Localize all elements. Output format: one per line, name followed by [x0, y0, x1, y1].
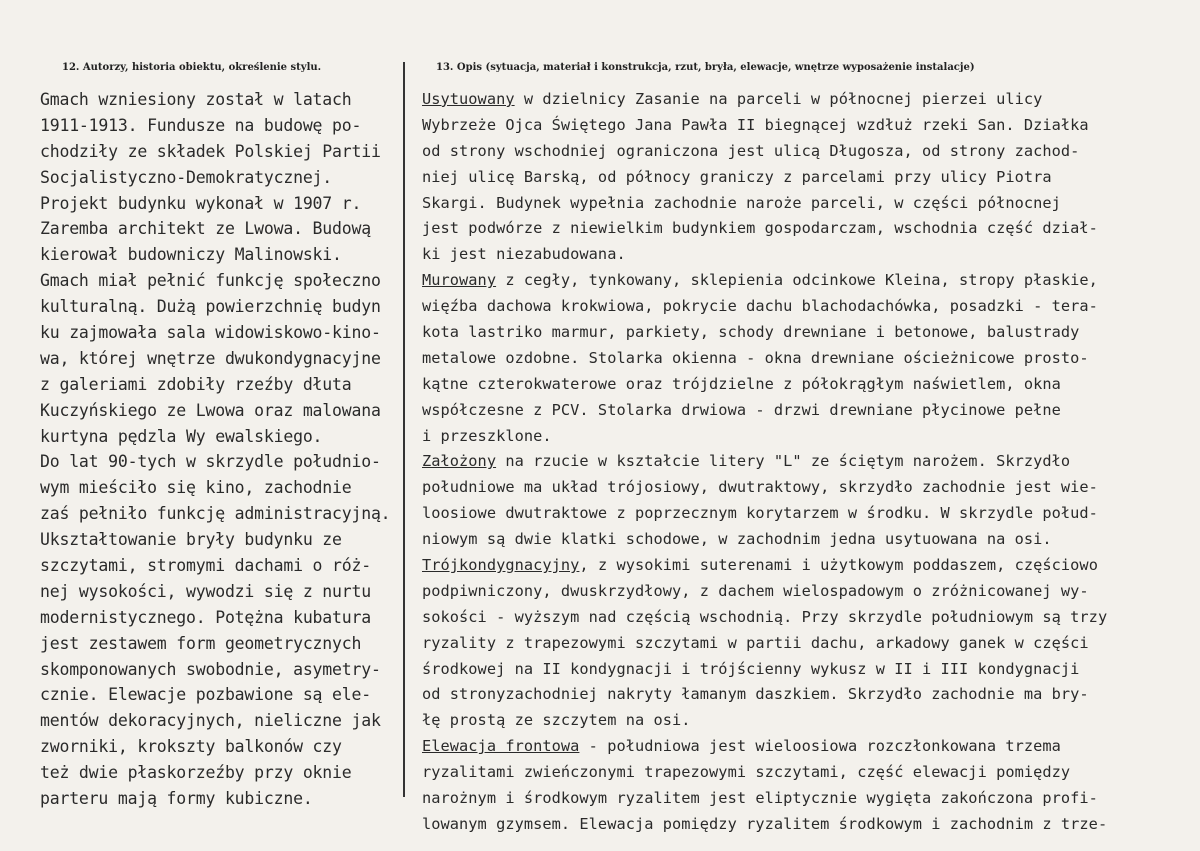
history-text-line: kierował budowniczy Malinowski. [40, 245, 342, 265]
line-text: kota lastriko marmur, parkiety, schody drewniane i betonowe, balustrady [422, 323, 1080, 342]
line-text: środkowej na II kondygnacji i trójścienny wykusz w II i III kondygnacji [422, 659, 1080, 678]
column-divider [403, 62, 405, 797]
history-text-line: wym mieściło się kino, zachodnie [40, 478, 352, 498]
description-text-column [422, 87, 1187, 838]
line-text: w dzielnicy Zasanie na parceli w północnej pierzei ulicy [514, 90, 1043, 108]
description-text-line [422, 708, 1187, 734]
line-text: współczesne z PCV. Stolarka drwiowa - drzwi drewniane płycinowe pełne [422, 400, 1061, 419]
underlined-keyword: Murowany [422, 271, 497, 290]
history-text-line: jest zestawem form geometrycznych [40, 633, 362, 653]
line-text: Wybrzeże Ojca Świętego Jana Pawła II biegnącej wzdłuż rzeki San. Działka [422, 115, 1089, 134]
description-text-line [422, 760, 1187, 786]
history-text-line: ku zajmowała sala widowiskowo-kino- [40, 323, 381, 343]
line-text: na rzucie w kształcie litery "L" ze ściętym narożem. Skrzydło [496, 452, 1071, 471]
history-text-line: parteru mają formy kubiczne. [40, 789, 313, 809]
line-text: ryzality z trapezowymi szczytami w partii dachu, arkadowy ganek w części [422, 633, 1089, 652]
description-text-line [422, 165, 1187, 191]
history-text-line: Gmach wzniesiony został w latach [40, 90, 352, 109]
line-text: lowanym gzymsem. Elewacja pomiędzy ryzalitem środkowym i zachodnim z trze- [422, 814, 1108, 833]
section-13-heading: 13. Opis (sytuacja, materiał i konstrukcja, rzut, bryła, elewacje, wnętrze wyposażenie instalacje) [436, 62, 975, 73]
description-text-line [422, 424, 1187, 450]
line-text: niowym są dwie klatki schodowe, w zachodnim jedna usytuowana na osi. [422, 530, 1052, 549]
history-text-line: Socjalistyczno-Demokratycznej. [40, 167, 333, 187]
history-text-line: modernistycznego. Potężna kubatura [40, 607, 371, 627]
line-text: od stronyzachodniej nakryty łamanym daszkiem. Skrzydło zachodnie ma bry- [422, 685, 1089, 704]
history-text-line: Kuczyńskiego ze Lwowa oraz malowana [40, 400, 381, 420]
line-text: jest podwórze z niewielkim budynkiem gospodarczam, wschodnia część dział- [422, 219, 1098, 238]
description-text-line [422, 786, 1187, 812]
description-text-line [422, 242, 1187, 268]
underlined-keyword: Elewacja frontowa [422, 737, 580, 756]
history-text-line: 1911-1913. Fundusze na budowę po- [40, 115, 362, 135]
description-text-line [422, 449, 1187, 475]
history-text-line: wa, której wnętrze dwukondygnacyjne [40, 348, 381, 368]
line-text: metalowe ozdobne. Stolarka okienna - okna drewniane ościeżnicowe prosto- [422, 348, 1089, 367]
history-text-line: szczytami, stromymi dachami o róż- [40, 556, 371, 576]
line-text: - południowa jest wieloosiowa rozczłonkowana trzema [579, 737, 1061, 756]
description-text-line [422, 605, 1187, 631]
history-text-line: cznie. Elewacje pozbawione są ele- [40, 685, 371, 705]
history-text-line: Zaremba architekt ze Lwowa. Budową [40, 219, 371, 239]
line-text: narożnym i środkowym ryzalitem jest eliptycznie wygięta zakończona profi- [422, 789, 1098, 808]
history-text-line: chodziły ze składek Polskiej Partii [40, 141, 381, 161]
history-text-line: nej wysokości, wywodzi się z nurtu [40, 581, 371, 601]
line-text: od strony wschodniej ograniczona jest ulicą Długosza, od strony zachod- [422, 141, 1080, 160]
description-text-line [422, 501, 1187, 527]
description-text-line [422, 475, 1187, 501]
line-text: ryzalitami zwieńczonymi trapezowymi szczytami, część elewacji pomiędzy [422, 763, 1071, 782]
line-text: loosiowe dwutraktowe z poprzecznym korytarzem w środku. W skrzydle połud- [422, 504, 1098, 523]
description-text-line [422, 734, 1187, 760]
history-text-line: Gmach miał pełnić funkcję społeczno [40, 271, 381, 291]
history-text-line: kulturalną. Dużą powierzchnię budyn [40, 297, 381, 317]
description-text-line [422, 398, 1187, 424]
history-text-line: Projekt budynku wykonał w 1907 r. [40, 193, 362, 213]
description-text-line [422, 631, 1187, 657]
description-text-line [422, 682, 1187, 708]
history-text-line: zworniki, krokszty balkonów czy [40, 737, 342, 757]
description-text-line [422, 139, 1187, 165]
history-text-line: mentów dekoracyjnych, nieliczne jak [40, 711, 381, 731]
line-text: południowe ma układ trójosiowy, dwutraktowy, skrzydło zachodnie jest wie- [422, 478, 1098, 497]
description-text-line [422, 87, 1187, 113]
description-text-line [422, 657, 1187, 683]
underlined-keyword: Założony [422, 452, 497, 471]
underlined-keyword: Usytuowany [422, 90, 515, 108]
description-text-line [422, 372, 1187, 398]
line-text: łę prostą ze szczytem na osi. [422, 711, 691, 730]
history-text-line: Ukształtowanie bryły budynku ze [40, 530, 342, 550]
description-text-line [422, 191, 1187, 217]
description-text-line [422, 294, 1187, 320]
underlined-keyword: Trójkondygnacyjny [422, 556, 580, 575]
line-text: niej ulicę Barską, od północy graniczy z parcelami przy ulicy Piotra [422, 167, 1052, 186]
section-12-heading: 12. Autorzy, historia obiektu, określenie stylu. [62, 62, 322, 73]
description-text-line [422, 268, 1187, 294]
line-text: ki jest niezabudowana. [422, 245, 626, 264]
history-text-column [40, 87, 400, 812]
line-text: kątne czterokwaterowe oraz trójdzielne z półokrągłym naświetlem, okna [422, 374, 1061, 393]
description-text-line [422, 579, 1187, 605]
line-text: podpiwniczony, dwuskrzydłowy, z dachem wielospadowym o zróżnicowanej wy- [422, 581, 1089, 600]
history-text-line: z galeriami zdobiły rzeźby dłuta [40, 374, 352, 394]
line-text: , z wysokimi suterenami i użytkowym poddaszem, częściowo [579, 556, 1098, 575]
description-text-line [422, 527, 1187, 553]
history-text-line: kurtyna pędzla Wy ewalskiego. [40, 426, 323, 446]
description-text-line [422, 346, 1187, 372]
line-text: i przeszklone. [422, 426, 552, 445]
description-text-line [422, 320, 1187, 346]
line-text: z cegły, tynkowany, sklepienia odcinkowe Kleina, stropy płaskie, [496, 271, 1098, 290]
history-text-line: Do lat 90-tych w skrzydle południo- [40, 452, 381, 472]
history-text-line: też dwie płaskorzeźby przy oknie [40, 763, 352, 783]
description-text-line [422, 113, 1187, 139]
line-text: sokości - wyższym nad częścią wschodnią. Przy skrzydle południowym są trzy [422, 607, 1108, 626]
description-text-line [422, 216, 1187, 242]
line-text: więźba dachowa krokwiowa, pokrycie dachu blachodachówka, posadzki - tera- [422, 297, 1098, 316]
history-text-line: skomponowanych swobodnie, asymetry- [40, 659, 381, 679]
description-text-line [422, 812, 1187, 838]
description-text-line [422, 553, 1187, 579]
line-text: Skargi. Budynek wypełnia zachodnie naroże parceli, w części północnej [422, 193, 1061, 212]
history-text-line: zaś pełniło funkcję administracyjną. [40, 504, 391, 524]
